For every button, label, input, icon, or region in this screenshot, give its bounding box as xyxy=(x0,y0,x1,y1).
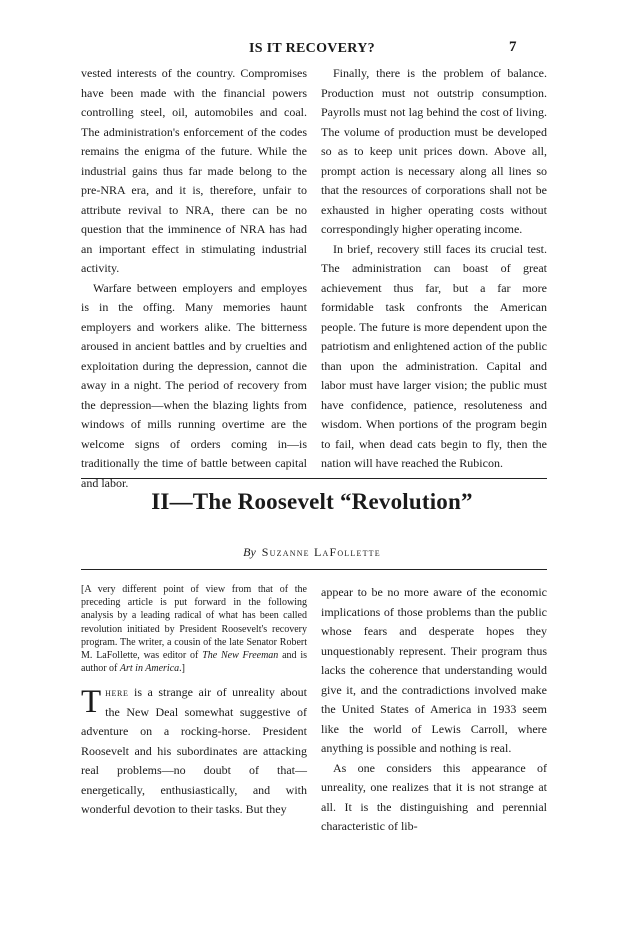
bottom-right-column xyxy=(321,583,547,837)
paragraph: vested interests of the country. Compromises have been made with the financial powers controlling steel, oil, automobiles and coal. The administration's enforcement of the codes remains the enigma of the future. While the industrial gains thus far made belong to the pre-NRA era, and it is, therefore, unfair to attribute revival to NRA, there can be no question that the imminence of NRA has had an important effect in stimulating industrial activity. xyxy=(81,66,307,275)
byline-divider xyxy=(81,569,547,570)
smallcaps-lead: here xyxy=(105,685,129,700)
paragraph: In brief, recovery still faces its crucial test. The administration can boast of great achievement thus far, but a far more formidable task confronts the American people. The future is more dependent upon the patriotism and enlightened action of the public than upon the administration. Capital and labor must have larger vision; the public must have confidence, patience, resoluteness and wisdom. When portions of the program begin to fail, when dead cats begin to fly, then the nation will have reached the Rubicon. xyxy=(321,241,547,470)
publication-title: The New Freeman xyxy=(202,650,279,662)
paragraph: As one considers this appearance of unreality, one realizes that it is not strange at all. It is the distinguishing and perennial characteristic of lib- xyxy=(321,760,547,833)
editor-note-text: .] xyxy=(179,663,185,675)
editor-note-text: and is author of xyxy=(81,650,307,675)
paragraph: is a strange air of unreality about the New Deal somewhat suggestive of adventure on a rocking-horse. President Roosevelt and his subordinates are attacking real problems—no doubt of that—energetically, enthusiastically, and with wonderful devotion to their tasks. But they xyxy=(81,685,307,817)
article-title: II—The Roosevelt “Revolution” xyxy=(151,489,473,514)
paragraph: appear to be no more aware of the economic implications of those problems than the public whose fears and desperate hopes they unquestionably represent. Their program thus lacks the coherence that understanding would give it, and the contradictions involved make the United States of America in 1933 seem like the world of Lewis Carroll, where anything is possible and nothing is real. xyxy=(321,585,547,755)
paragraph: Finally, there is the problem of balance. Production must not outstrip consumption. Payrolls must not lag behind the cost of living. The volume of production must be developed so as to keep unit prices down. Above all, prompt action is necessary along all lines so that the resources of corporations shall not be exhausted in higher operating costs without correspondingly higher operating income. xyxy=(321,66,547,236)
byline-prefix: By xyxy=(243,545,256,559)
book-title: Art in America xyxy=(119,663,180,675)
section-divider xyxy=(81,478,547,479)
paragraph: Warfare between employers and employes is in the offing. Many memories haunt employers and workers alike. The bitterness aroused in ancient battles and by cruelties and exploitation during the depression, cannot die away in a night. The period of recovery from the depression—when the blazing lights from windows of mills running overtime are the welcome signs of orders coming in—is traditionally the time of battle between capital and labor. xyxy=(81,280,307,490)
running-title: IS IT RECOVERY? xyxy=(249,41,375,56)
page-number: 7 xyxy=(509,39,517,55)
top-left-column xyxy=(81,64,307,493)
editor-note-text: [A very different point of view from that of the preceding article is put forward in the following analysis by a leading radical of what has been called revolution initiated by President Roosevelt's recovery program. The writer, a cousin of the late Senator Robert M. LaFollette, was editor of xyxy=(81,584,307,662)
top-right-column xyxy=(321,64,547,474)
editor-note xyxy=(81,583,307,675)
bottom-left-column xyxy=(81,583,307,820)
article-opening xyxy=(81,683,307,820)
drop-cap: T xyxy=(81,684,102,721)
byline xyxy=(0,545,624,560)
author-name: Suzanne LaFollette xyxy=(261,545,381,559)
